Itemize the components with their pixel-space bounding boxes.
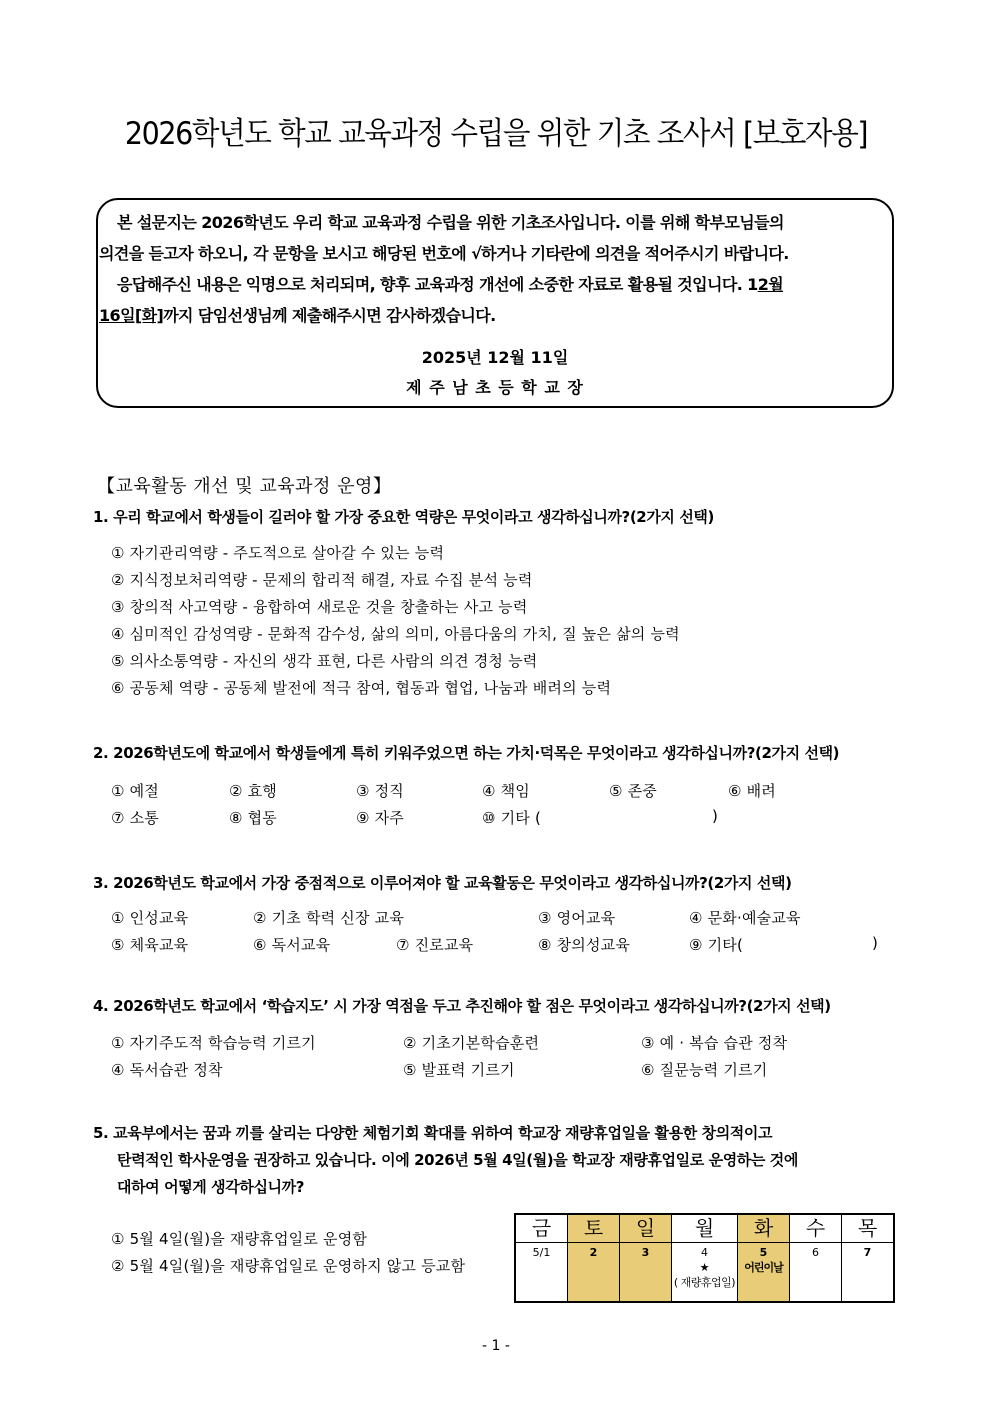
cal-day-thu: 목 [842,1214,895,1243]
q4-option-5[interactable]: ⑤ 발표력 기르기 [403,1061,515,1079]
q2-option-6[interactable]: ⑥ 배려 [728,782,776,800]
q2-option-8[interactable]: ⑧ 협동 [229,809,277,827]
cal-day-tue: 화 [738,1214,790,1243]
section-heading: 【교육활동 개선 및 교육과정 운영】 [97,476,392,497]
question-4: 4. 2026학년도 학교에서 ‘학습지도’ 시 가장 역점을 두고 추진해야 할 점은 무엇이라고 생각하십니까?(2가지 선택) [93,997,831,1015]
question-3: 3. 2026학년도 학교에서 가장 중점적으로 이루어져야 할 교육활동은 무엇이라고 생각하십니까?(2가지 선택) [93,874,792,892]
cal-date-6-label: 6 [812,1246,819,1259]
cal-date-7-label: 7 [863,1246,872,1259]
cal-day-fri: 금 [515,1214,568,1243]
cal-date-5-label: 5 [759,1246,768,1259]
cal-day-sat: 토 [568,1214,620,1243]
star-icon: ★ [699,1261,710,1274]
q3-other-close-paren: ) [872,934,879,952]
q4-option-3[interactable]: ③ 예 · 복습 습관 정착 [641,1034,788,1052]
document-title: 2026학년도 학교 교육과정 수립을 위한 기초 조사서 [보호자용] [124,116,868,152]
cal-day-wed: 수 [790,1214,842,1243]
notice-line-1: 본 설문지는 2026학년도 우리 학교 교육과정 수립을 위한 기초조사입니다. 이를 위해 학부모님들의 [117,213,784,232]
cal-date-2-label: 2 [589,1246,598,1259]
q4-option-4[interactable]: ④ 독서습관 정착 [111,1061,223,1079]
question-1: 1. 우리 학교에서 학생들이 길러야 할 가장 중요한 역량은 무엇이라고 생각하십니까?(2가지 선택) [93,508,714,526]
q1-option-3[interactable]: ③ 창의적 사고역량 - 융합하여 새로운 것을 창출하는 사고 능력 [111,598,528,616]
notice-line-4-text: 까지 담임선생님께 제출해주시면 감사하겠습니다. [163,306,496,325]
notice-line-2: 의견을 듣고자 하오니, 각 문항을 보시고 해당된 번호에 √하거나 기타란에 의견을 적어주시기 바랍니다. [99,244,789,263]
q2-option-1[interactable]: ① 예절 [111,782,159,800]
cal-date-1 [515,1243,568,1303]
cal-date-7 [842,1243,895,1303]
q3-option-6[interactable]: ⑥ 독서교육 [253,936,331,954]
q2-option-2[interactable]: ② 효행 [229,782,277,800]
deadline-day: 16일[화] [99,306,164,325]
cal-date-3 [620,1243,672,1303]
cal-date-2 [568,1243,620,1303]
q3-option-3[interactable]: ③ 영어교육 [538,909,616,927]
q2-option-10-other[interactable]: ⑩ 기타 ( [482,809,542,827]
cal-date-3-label: 3 [641,1246,650,1259]
q1-option-6[interactable]: ⑥ 공동체 역량 - 공동체 발전에 적극 참여, 협동과 협업, 나눔과 배려의 능력 [111,679,612,697]
q4-option-6[interactable]: ⑥ 질문능력 기르기 [641,1061,768,1079]
q5-option-1[interactable]: ① 5월 4일(월)을 재량휴업일로 운영함 [111,1230,368,1248]
q3-option-8[interactable]: ⑧ 창의성교육 [538,936,631,954]
q2-option-5[interactable]: ⑤ 존중 [609,782,657,800]
question-2: 2. 2026학년도에 학교에서 학생들에게 특히 키워주었으면 하는 가치·덕목은 무엇이라고 생각하십니까?(2가지 선택) [93,744,840,762]
q2-option-9[interactable]: ⑨ 자주 [356,809,404,827]
q4-option-1[interactable]: ① 자기주도적 학습능력 기르기 [111,1034,316,1052]
q2-option-4[interactable]: ④ 책임 [482,782,530,800]
q3-option-1[interactable]: ① 인성교육 [111,909,189,927]
q1-option-1[interactable]: ① 자기관리역량 - 주도적으로 살아갈 수 있는 능력 [111,544,445,562]
cal-day-mon: 월 [672,1214,738,1243]
page-number: - 1 - [482,1338,510,1354]
q1-option-4[interactable]: ④ 심미적인 감성역량 - 문화적 감수성, 삶의 의미, 아름다움의 가치, 질 높은 삶의 능력 [111,625,680,643]
q2-option-7[interactable]: ⑦ 소통 [111,809,159,827]
cal-date-6 [790,1243,842,1303]
question-5-line-3: 대하여 어떻게 생각하십니까? [117,1178,305,1196]
q3-option-2[interactable]: ② 기초 학력 신장 교육 [253,909,405,927]
q3-option-9-other[interactable]: ⑨ 기타( [689,936,744,954]
q2-option-3[interactable]: ③ 정직 [356,782,404,800]
notice-signer: 제 주 남 초 등 학 교 장 [406,378,584,397]
q3-option-4[interactable]: ④ 문화·예술교육 [689,909,801,927]
cal-date-4 [672,1243,738,1303]
cal-date-5-note: 어린이날 [744,1261,783,1274]
q3-option-7[interactable]: ⑦ 진로교육 [396,936,474,954]
q1-option-5[interactable]: ⑤ 의사소통역량 - 자신의 생각 표현, 다른 사람의 의견 경청 능력 [111,652,538,670]
question-5-line-2: 탄력적인 학사운영을 권장하고 있습니다. 이에 2026년 5월 4일(월)을 학교장 재량휴업일로 운영하는 것에 [117,1151,798,1169]
may-calendar [514,1213,895,1303]
cal-date-4-note: ( 재량휴업일) [673,1276,736,1289]
q3-option-5[interactable]: ⑤ 체육교육 [111,936,189,954]
cal-date-5 [738,1243,790,1303]
cal-day-sun: 일 [620,1214,672,1243]
q4-option-2[interactable]: ② 기초기본학습훈련 [403,1034,540,1052]
notice-line-3 [117,269,783,300]
q5-option-2[interactable]: ② 5월 4일(월)을 재량휴업일로 운영하지 않고 등교함 [111,1257,466,1275]
q2-other-close-paren: ) [712,807,719,825]
cal-date-4-label: 4 [701,1246,708,1259]
notice-line-3-text: 응답해주신 내용은 익명으로 처리되며, 향후 교육과정 개선에 소중한 자료로 활용될 것입니다. 1 [117,275,758,294]
deadline-month: 2월 [757,275,784,294]
notice-line-4 [99,300,496,331]
notice-date: 2025년 12월 11일 [421,348,569,367]
cal-date-1-label: 5/1 [532,1246,551,1259]
question-5-line-1: 5. 교육부에서는 꿈과 끼를 살리는 다양한 체험기회 확대를 위하여 학교장 재량휴업일을 활용한 창의적이고 [93,1124,773,1142]
q1-option-2[interactable]: ② 지식정보처리역량 - 문제의 합리적 해결, 자료 수집 분석 능력 [111,571,533,589]
